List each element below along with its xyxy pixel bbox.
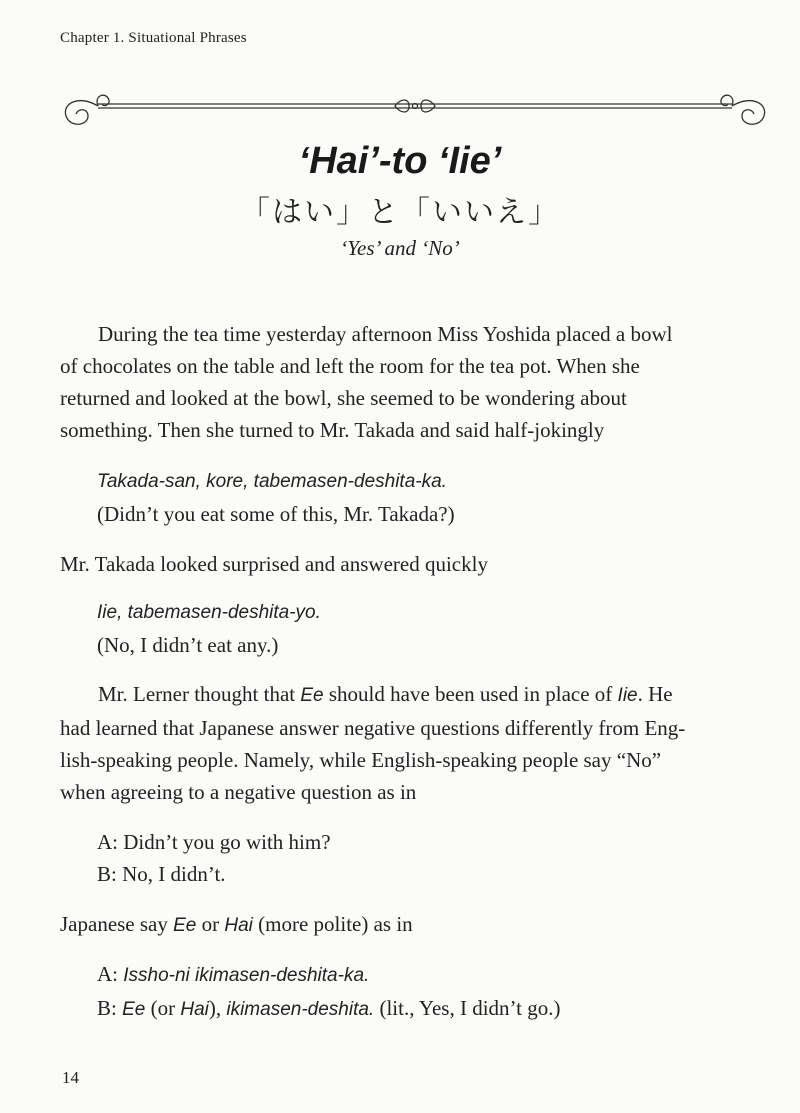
text-run: (more polite) as in <box>252 912 413 936</box>
example-3-answer: B: No, I didn’t. <box>97 862 226 886</box>
text-run: or <box>196 912 225 936</box>
term-iie: Iie <box>617 685 638 706</box>
running-header: Chapter 1. Situational Phrases <box>60 30 247 46</box>
paragraph-3-line: when agreeing to a negative question as in <box>60 780 417 804</box>
speaker-label: A: <box>97 962 124 986</box>
paragraph-4 <box>60 908 776 942</box>
example-1-translation: (Didn’t you eat some of this, Mr. Takada?) <box>97 502 455 526</box>
paragraph-1-line: During the tea time yesterday afternoon Miss Yoshida placed a bowl <box>98 322 673 346</box>
paragraph-3-line: had learned that Japanese answer negative questions differently from Eng- <box>60 716 686 740</box>
paragraph-3 <box>60 678 776 808</box>
paragraph-1-line: something. Then she turned to Mr. Takada and said half-jokingly <box>60 418 605 442</box>
example-4 <box>97 958 777 1026</box>
paragraph-3-line: lish-speaking people. Namely, while English-speaking people say “No” <box>60 748 662 772</box>
text-run: should have been used in place of <box>323 682 618 706</box>
section-title: ‘Hai’-to ‘Iie’ <box>298 140 502 182</box>
paragraph-1-line: returned and looked at the bowl, she seemed to be wondering about <box>60 386 627 410</box>
text-run: . He <box>637 682 673 706</box>
decorative-divider <box>58 86 772 132</box>
paragraph-2: Mr. Takada looked surprised and answered quickly <box>60 552 488 576</box>
example-3-question: A: Didn’t you go with him? <box>97 830 331 854</box>
example-1-romaji: Takada-san, kore, tabemasen-deshita-ka. <box>97 471 447 492</box>
example-1 <box>97 466 777 530</box>
example-4-question <box>97 958 777 992</box>
example-2 <box>97 597 777 661</box>
example-3 <box>97 826 777 890</box>
paragraph-1 <box>60 318 776 446</box>
literal-translation: (lit., Yes, I didn’t go.) <box>374 996 561 1020</box>
section-subtitle: ‘Yes’ and ‘No’ <box>340 236 460 260</box>
page-number: 14 <box>62 1068 79 1087</box>
text-run: Japanese say <box>60 912 174 936</box>
example-2-romaji: Iie, tabemasen-deshita-yo. <box>97 602 321 623</box>
term-ee: Ee <box>173 915 197 936</box>
example-2-translation: (No, I didn’t eat any.) <box>97 633 279 657</box>
paragraph-3-line <box>60 678 776 712</box>
term-ee: Ee <box>300 685 324 706</box>
example-4-answer-romaji: ikimasen-deshita. <box>226 999 375 1020</box>
example-4-answer <box>97 992 777 1026</box>
section-title-japanese: 「はい」と「いいえ」 <box>240 195 560 230</box>
term-hai: Hai <box>180 999 209 1020</box>
example-4-question-romaji: Issho-ni ikimasen-deshita-ka. <box>123 965 370 986</box>
text-run: Mr. Lerner thought that <box>98 682 301 706</box>
text-run: ), <box>208 996 227 1020</box>
text-run: (or <box>145 996 181 1020</box>
term-ee: Ee <box>122 999 146 1020</box>
term-hai: Hai <box>224 915 253 936</box>
paragraph-1-line: of chocolates on the table and left the room for the tea pot. When she <box>60 354 640 378</box>
speaker-label: B: <box>97 996 123 1020</box>
